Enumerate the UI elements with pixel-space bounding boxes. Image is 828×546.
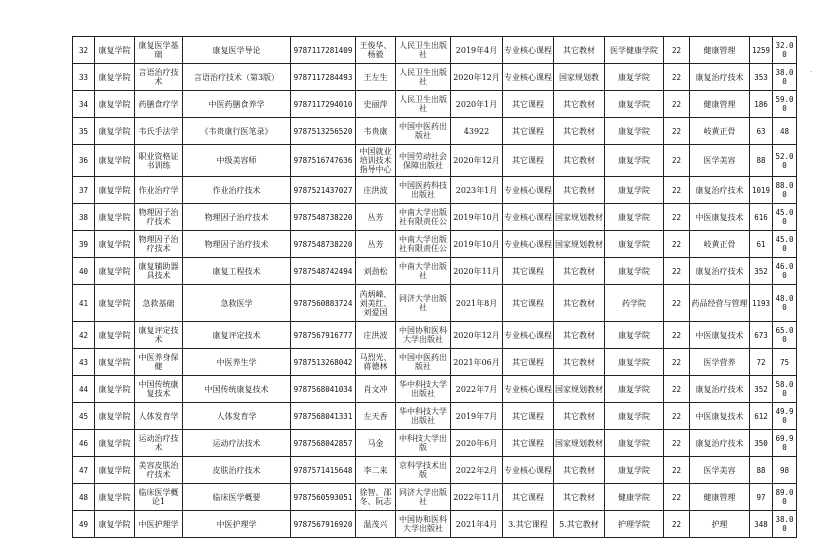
college-cell: 康复学院 xyxy=(95,118,135,145)
quantity-cell: 1259 xyxy=(750,37,773,64)
course-name-cell: 作业治疗学 xyxy=(135,177,183,204)
publisher-cell: 人民卫生出版社 xyxy=(396,37,451,64)
major-cell: 健康管理 xyxy=(690,91,750,118)
textbook-title-cell: 中级美容师 xyxy=(183,145,291,177)
row-number-cell: 47 xyxy=(73,457,95,484)
textbook-category-cell: 其它教材 xyxy=(554,285,605,322)
row-number-cell: 49 xyxy=(73,511,95,538)
isbn-cell: 9787521437027 xyxy=(291,177,356,204)
isbn-cell: 9787568041034 xyxy=(291,376,356,403)
major-cell: 康复治疗技术 xyxy=(690,376,750,403)
publish-date-cell: 2021年06月 xyxy=(451,349,503,376)
textbook-category-cell: 其它教材 xyxy=(554,322,605,349)
grade-cell: 22 xyxy=(664,91,690,118)
grade-cell: 22 xyxy=(664,322,690,349)
publish-date-cell: 2021年4月 xyxy=(451,511,503,538)
author-cell: 王左生 xyxy=(356,64,396,91)
college-cell: 康复学院 xyxy=(95,376,135,403)
author-cell: 中国就业培训技术指导中心 xyxy=(356,145,396,177)
textbook-title-cell: 《韦贵康行医笔录》 xyxy=(183,118,291,145)
publisher-cell: 中国医药科技出版社 xyxy=(396,177,451,204)
textbook-category-cell: 其它教材 xyxy=(554,37,605,64)
college-cell: 康复学院 xyxy=(95,91,135,118)
grade-cell: 22 xyxy=(664,457,690,484)
college-cell: 康复学院 xyxy=(95,484,135,511)
major-cell: 中医康复技术 xyxy=(690,322,750,349)
textbook-title-cell: 康复医学导论 xyxy=(183,37,291,64)
isbn-cell: 9787516747636 xyxy=(291,145,356,177)
textbook-category-cell: 其它教材 xyxy=(554,91,605,118)
table-row xyxy=(73,484,797,511)
row-number-cell: 33 xyxy=(73,64,95,91)
textbook-title-cell: 物理因子治疗技术 xyxy=(183,204,291,231)
course-type-cell: 其它课程 xyxy=(503,349,554,376)
row-number-cell: 32 xyxy=(73,37,95,64)
publish-date-cell: 2020年12月 xyxy=(451,64,503,91)
course-type-cell: 专业核心课程 xyxy=(503,376,554,403)
major-cell: 岐黄正骨 xyxy=(690,118,750,145)
isbn-cell: 9787548738220 xyxy=(291,204,356,231)
textbook-category-cell: 国家规划教 xyxy=(554,64,605,91)
publisher-cell: 人民卫生出版社 xyxy=(396,64,451,91)
publish-date-cell: 2020年12月 xyxy=(451,322,503,349)
price-cell: 48 xyxy=(773,118,797,145)
course-name-cell: 职业资格证书训练 xyxy=(135,145,183,177)
textbook-category-cell: 其它教材 xyxy=(554,484,605,511)
major-cell: 康复治疗技术 xyxy=(690,177,750,204)
course-type-cell: 其它课程 xyxy=(503,403,554,430)
price-cell: 75 xyxy=(773,349,797,376)
price-cell: 45.00 xyxy=(773,204,797,231)
publisher-cell: 华中科技大学出版社 xyxy=(396,403,451,430)
course-name-cell: 物理因子治疗技术 xyxy=(135,231,183,258)
major-cell: 医学美容 xyxy=(690,145,750,177)
course-name-cell: 物理因子治疗技术 xyxy=(135,204,183,231)
table-row xyxy=(73,37,797,64)
course-type-cell: 其它课程 xyxy=(503,145,554,177)
quantity-cell: 88 xyxy=(750,145,773,177)
course-name-cell: 康复评定技术 xyxy=(135,322,183,349)
table-row xyxy=(73,457,797,484)
table-body xyxy=(73,37,797,538)
price-cell: 45.00 xyxy=(773,231,797,258)
isbn-cell: 9787567916920 xyxy=(291,511,356,538)
textbook-category-cell: 5.其它教材 xyxy=(554,511,605,538)
row-number-cell: 42 xyxy=(73,322,95,349)
course-type-cell: 其它课程 xyxy=(503,430,554,457)
department-cell: 康复学院 xyxy=(605,91,664,118)
textbook-title-cell: 人体发育学 xyxy=(183,403,291,430)
department-cell: 健康学院 xyxy=(605,484,664,511)
price-cell: 38.00 xyxy=(773,64,797,91)
course-name-cell: 美容皮肤治疗技术 xyxy=(135,457,183,484)
major-cell: 健康管理 xyxy=(690,37,750,64)
department-cell: 药学院 xyxy=(605,285,664,322)
textbook-title-cell: 中医护理学 xyxy=(183,511,291,538)
department-cell: 康复学院 xyxy=(605,457,664,484)
price-cell: 49.90 xyxy=(773,403,797,430)
quantity-cell: 1193 xyxy=(750,285,773,322)
quantity-cell: 97 xyxy=(750,484,773,511)
publish-date-cell: 43922 xyxy=(451,118,503,145)
author-cell: 史丽萍 xyxy=(356,91,396,118)
publisher-cell: 同济大学出版社 xyxy=(396,484,451,511)
textbook-category-cell: 其它教材 xyxy=(554,118,605,145)
course-name-cell: 药膳食疗学 xyxy=(135,91,183,118)
table-row xyxy=(73,145,797,177)
row-number-cell: 40 xyxy=(73,258,95,285)
course-type-cell: 专业核心课程 xyxy=(503,177,554,204)
course-name-cell: 中国传统康复技术 xyxy=(135,376,183,403)
publisher-cell: 中国协和医科大学出版社 xyxy=(396,511,451,538)
major-cell: 医学营养 xyxy=(690,349,750,376)
row-number-cell: 48 xyxy=(73,484,95,511)
quantity-cell: 352 xyxy=(750,258,773,285)
college-cell: 康复学院 xyxy=(95,349,135,376)
table-row xyxy=(73,177,797,204)
author-cell: 韦贵康 xyxy=(356,118,396,145)
quantity-cell: 61 xyxy=(750,231,773,258)
major-cell: 岐黄正骨 xyxy=(690,231,750,258)
course-type-cell: 专业核心课程 xyxy=(503,64,554,91)
quantity-cell: 616 xyxy=(750,204,773,231)
textbook-category-cell: 其它教材 xyxy=(554,457,605,484)
price-cell: 32.00 xyxy=(773,37,797,64)
department-cell: 护理学院 xyxy=(605,511,664,538)
isbn-cell: 9787560883724 xyxy=(291,285,356,322)
course-name-cell: 中医养身保健 xyxy=(135,349,183,376)
textbook-title-cell: 中医养生学 xyxy=(183,349,291,376)
isbn-cell: 9787568042857 xyxy=(291,430,356,457)
grade-cell: 22 xyxy=(664,511,690,538)
quantity-cell: 186 xyxy=(750,91,773,118)
price-cell: 65.00 xyxy=(773,322,797,349)
isbn-cell: 9787571415648 xyxy=(291,457,356,484)
major-cell: 中医康复技术 xyxy=(690,403,750,430)
price-cell: 98 xyxy=(773,457,797,484)
college-cell: 康复学院 xyxy=(95,145,135,177)
grade-cell: 22 xyxy=(664,403,690,430)
quantity-cell: 63 xyxy=(750,118,773,145)
publisher-cell: 华中科技大学出版社 xyxy=(396,376,451,403)
textbook-category-cell: 其它教材 xyxy=(554,349,605,376)
author-cell: 马金 xyxy=(356,430,396,457)
table-row xyxy=(73,403,797,430)
author-cell: 芮炳峰、刘美红、刘爱国 xyxy=(356,285,396,322)
textbook-title-cell: 运动疗法技术 xyxy=(183,430,291,457)
price-cell: 58.00 xyxy=(773,376,797,403)
course-type-cell: 专业核心课程 xyxy=(503,322,554,349)
table-row xyxy=(73,285,797,322)
quantity-cell: 350 xyxy=(750,430,773,457)
price-cell: 46.00 xyxy=(773,258,797,285)
table-row xyxy=(73,511,797,538)
textbook-title-cell: 临床医学概要 xyxy=(183,484,291,511)
author-cell: 徐智、邵冬、阮志 xyxy=(356,484,396,511)
publish-date-cell: 2019年4月 xyxy=(451,37,503,64)
price-cell: 52.00 xyxy=(773,145,797,177)
textbook-title-cell: 中医药膳食养学 xyxy=(183,91,291,118)
isbn-cell: 9787548742494 xyxy=(291,258,356,285)
publisher-cell: 中国劳动社会保障出版社 xyxy=(396,145,451,177)
department-cell: 康复学院 xyxy=(605,118,664,145)
isbn-cell: 9787548738220 xyxy=(291,231,356,258)
course-name-cell: 康复医学基础 xyxy=(135,37,183,64)
department-cell: 康复学院 xyxy=(605,204,664,231)
table-row xyxy=(73,91,797,118)
price-cell: 48.00 xyxy=(773,285,797,322)
college-cell: 康复学院 xyxy=(95,64,135,91)
author-cell: 左天香 xyxy=(356,403,396,430)
publish-date-cell: 2022年2月 xyxy=(451,457,503,484)
price-cell: 89.00 xyxy=(773,484,797,511)
department-cell: 康复学院 xyxy=(605,145,664,177)
table-row xyxy=(73,118,797,145)
publish-date-cell: 2019年7月 xyxy=(451,403,503,430)
quantity-cell: 612 xyxy=(750,403,773,430)
price-cell: 88.00 xyxy=(773,177,797,204)
department-cell: 康复学院 xyxy=(605,258,664,285)
course-name-cell: 康复辅助器具技术 xyxy=(135,258,183,285)
table-row xyxy=(73,376,797,403)
department-cell: 康复学院 xyxy=(605,403,664,430)
isbn-cell: 9787560593051 xyxy=(291,484,356,511)
major-cell: 健康管理 xyxy=(690,484,750,511)
publisher-cell: 中国中医药出版社 xyxy=(396,118,451,145)
row-number-cell: 38 xyxy=(73,204,95,231)
publish-date-cell: 2021年8月 xyxy=(451,285,503,322)
textbook-title-cell: 作业治疗技术 xyxy=(183,177,291,204)
price-cell: 59.00 xyxy=(773,91,797,118)
textbook-title-cell: 中国传统康复技术 xyxy=(183,376,291,403)
author-cell: 丛芳 xyxy=(356,231,396,258)
quantity-cell: 353 xyxy=(750,64,773,91)
publish-date-cell: 2023年1月 xyxy=(451,177,503,204)
department-cell: 康复学院 xyxy=(605,322,664,349)
textbook-category-cell: 其它教材 xyxy=(554,403,605,430)
course-type-cell: 其它课程 xyxy=(503,91,554,118)
grade-cell: 22 xyxy=(664,231,690,258)
textbook-title-cell: 康复工程技术 xyxy=(183,258,291,285)
grade-cell: 22 xyxy=(664,430,690,457)
table-row xyxy=(73,349,797,376)
major-cell: 康复治疗技术 xyxy=(690,258,750,285)
publish-date-cell: 2020年1月 xyxy=(451,91,503,118)
college-cell: 康复学院 xyxy=(95,457,135,484)
author-cell: 温茂兴 xyxy=(356,511,396,538)
department-cell: 康复学院 xyxy=(605,231,664,258)
course-name-cell: 中医护理学 xyxy=(135,511,183,538)
price-cell: 69.90 xyxy=(773,430,797,457)
major-cell: 康复治疗技术 xyxy=(690,64,750,91)
publisher-cell: 同济大学出版社 xyxy=(396,285,451,322)
row-number-cell: 45 xyxy=(73,403,95,430)
grade-cell: 22 xyxy=(664,64,690,91)
department-cell: 康复学院 xyxy=(605,64,664,91)
publish-date-cell: 2019年10月 xyxy=(451,204,503,231)
table-row xyxy=(73,322,797,349)
isbn-cell: 9787117294010 xyxy=(291,91,356,118)
grade-cell: 22 xyxy=(664,349,690,376)
course-type-cell: 专业核心课程 xyxy=(503,457,554,484)
author-cell: 刘劲松 xyxy=(356,258,396,285)
isbn-cell: 9787567916777 xyxy=(291,322,356,349)
textbook-category-cell: 其它教材 xyxy=(554,258,605,285)
isbn-cell: 9787117281409 xyxy=(291,37,356,64)
textbook-category-cell: 国家规划教材 xyxy=(554,430,605,457)
row-number-cell: 37 xyxy=(73,177,95,204)
textbook-title-cell: 物理因子治疗技术 xyxy=(183,231,291,258)
publisher-cell: 人民卫生出版社 xyxy=(396,91,451,118)
row-number-cell: 39 xyxy=(73,231,95,258)
quantity-cell: 673 xyxy=(750,322,773,349)
author-cell: 李二来 xyxy=(356,457,396,484)
department-cell: 康复学院 xyxy=(605,177,664,204)
grade-cell: 22 xyxy=(664,145,690,177)
row-number-cell: 34 xyxy=(73,91,95,118)
textbook-category-cell: 其它教材 xyxy=(554,145,605,177)
publish-date-cell: 2020年12月 xyxy=(451,145,503,177)
grade-cell: 22 xyxy=(664,484,690,511)
college-cell: 康复学院 xyxy=(95,231,135,258)
textbook-category-cell: 国家规划教材 xyxy=(554,376,605,403)
publisher-cell: 中南大学出版社 xyxy=(396,258,451,285)
row-number-cell: 35 xyxy=(73,118,95,145)
textbook-category-cell: 国家规划教材 xyxy=(554,204,605,231)
textbook-title-cell: 康复评定技术 xyxy=(183,322,291,349)
grade-cell: 22 xyxy=(664,118,690,145)
row-number-cell: 44 xyxy=(73,376,95,403)
textbook-table xyxy=(72,36,797,538)
quantity-cell: 72 xyxy=(750,349,773,376)
author-cell: 庄洪波 xyxy=(356,322,396,349)
publisher-cell: 中国协和医科大学出版社 xyxy=(396,322,451,349)
college-cell: 康复学院 xyxy=(95,430,135,457)
publish-date-cell: 2022年11月 xyxy=(451,484,503,511)
author-cell: 庄洪波 xyxy=(356,177,396,204)
course-name-cell: 临床医学概论1 xyxy=(135,484,183,511)
course-type-cell: 专业核心课程 xyxy=(503,231,554,258)
isbn-cell: 9787568041331 xyxy=(291,403,356,430)
college-cell: 康复学院 xyxy=(95,403,135,430)
publish-date-cell: 2019年10月 xyxy=(451,231,503,258)
publisher-cell: 中南大学出版社有限责任公 xyxy=(396,231,451,258)
table-row xyxy=(73,231,797,258)
course-name-cell: 运动治疗技术 xyxy=(135,430,183,457)
table-row xyxy=(73,430,797,457)
publish-date-cell: 2022年7月 xyxy=(451,376,503,403)
grade-cell: 22 xyxy=(664,37,690,64)
major-cell: 护理 xyxy=(690,511,750,538)
author-cell: 王俊华、杨毅 xyxy=(356,37,396,64)
course-type-cell: 专业核心课程 xyxy=(503,37,554,64)
grade-cell: 22 xyxy=(664,204,690,231)
grade-cell: 22 xyxy=(664,376,690,403)
college-cell: 康复学院 xyxy=(95,511,135,538)
price-cell: 38.00 xyxy=(773,511,797,538)
quantity-cell: 352 xyxy=(750,376,773,403)
publish-date-cell: 2020年6月 xyxy=(451,430,503,457)
course-type-cell: 其它课程 xyxy=(503,258,554,285)
textbook-category-cell: 其它教材 xyxy=(554,177,605,204)
author-cell: 肖文冲 xyxy=(356,376,396,403)
course-type-cell: 3.其它课程 xyxy=(503,511,554,538)
college-cell: 康复学院 xyxy=(95,285,135,322)
grade-cell: 22 xyxy=(664,177,690,204)
college-cell: 康复学院 xyxy=(95,258,135,285)
course-type-cell: 其它课程 xyxy=(503,118,554,145)
course-name-cell: 人体发育学 xyxy=(135,403,183,430)
college-cell: 康复学院 xyxy=(95,204,135,231)
course-type-cell: 其它课程 xyxy=(503,484,554,511)
textbook-table-container xyxy=(72,36,797,538)
course-name-cell: 言语治疗技术 xyxy=(135,64,183,91)
major-cell: 中医康复技术 xyxy=(690,204,750,231)
college-cell: 康复学院 xyxy=(95,322,135,349)
publisher-cell: 中国中医药出版社 xyxy=(396,349,451,376)
publisher-cell: 中南大学出版社有限责任公 xyxy=(396,204,451,231)
row-number-cell: 36 xyxy=(73,145,95,177)
scan-mark: · xyxy=(810,68,813,76)
department-cell: 康复学院 xyxy=(605,349,664,376)
isbn-cell: 9787117284493 xyxy=(291,64,356,91)
department-cell: 医学健康学院 xyxy=(605,37,664,64)
isbn-cell: 9787513256520 xyxy=(291,118,356,145)
author-cell: 马烈光、蒋德林 xyxy=(356,349,396,376)
course-name-cell: 急救基础 xyxy=(135,285,183,322)
college-cell: 康复学院 xyxy=(95,177,135,204)
quantity-cell: 88 xyxy=(750,457,773,484)
course-type-cell: 其它课程 xyxy=(503,285,554,322)
grade-cell: 22 xyxy=(664,285,690,322)
row-number-cell: 46 xyxy=(73,430,95,457)
course-name-cell: 韦氏手法学 xyxy=(135,118,183,145)
quantity-cell: 1019 xyxy=(750,177,773,204)
row-number-cell: 41 xyxy=(73,285,95,322)
quantity-cell: 348 xyxy=(750,511,773,538)
college-cell: 康复学院 xyxy=(95,37,135,64)
textbook-category-cell: 国家规划教材 xyxy=(554,231,605,258)
row-number-cell: 43 xyxy=(73,349,95,376)
table-row xyxy=(73,204,797,231)
table-row xyxy=(73,258,797,285)
isbn-cell: 9787513268042 xyxy=(291,349,356,376)
author-cell: 丛芳 xyxy=(356,204,396,231)
publisher-cell: 中科技大学出版 xyxy=(396,430,451,457)
department-cell: 康复学院 xyxy=(605,376,664,403)
table-row xyxy=(73,64,797,91)
major-cell: 药品经营与管理 xyxy=(690,285,750,322)
publish-date-cell: 2020年11月 xyxy=(451,258,503,285)
textbook-title-cell: 皮肤治疗技术 xyxy=(183,457,291,484)
major-cell: 医学美容 xyxy=(690,457,750,484)
grade-cell: 22 xyxy=(664,258,690,285)
course-type-cell: 专业核心课程 xyxy=(503,204,554,231)
publisher-cell: 京科学技术出版 xyxy=(396,457,451,484)
textbook-title-cell: 言语治疗技术（第3版） xyxy=(183,64,291,91)
textbook-title-cell: 急救医学 xyxy=(183,285,291,322)
major-cell: 康复治疗技术 xyxy=(690,430,750,457)
department-cell: 康复学院 xyxy=(605,430,664,457)
